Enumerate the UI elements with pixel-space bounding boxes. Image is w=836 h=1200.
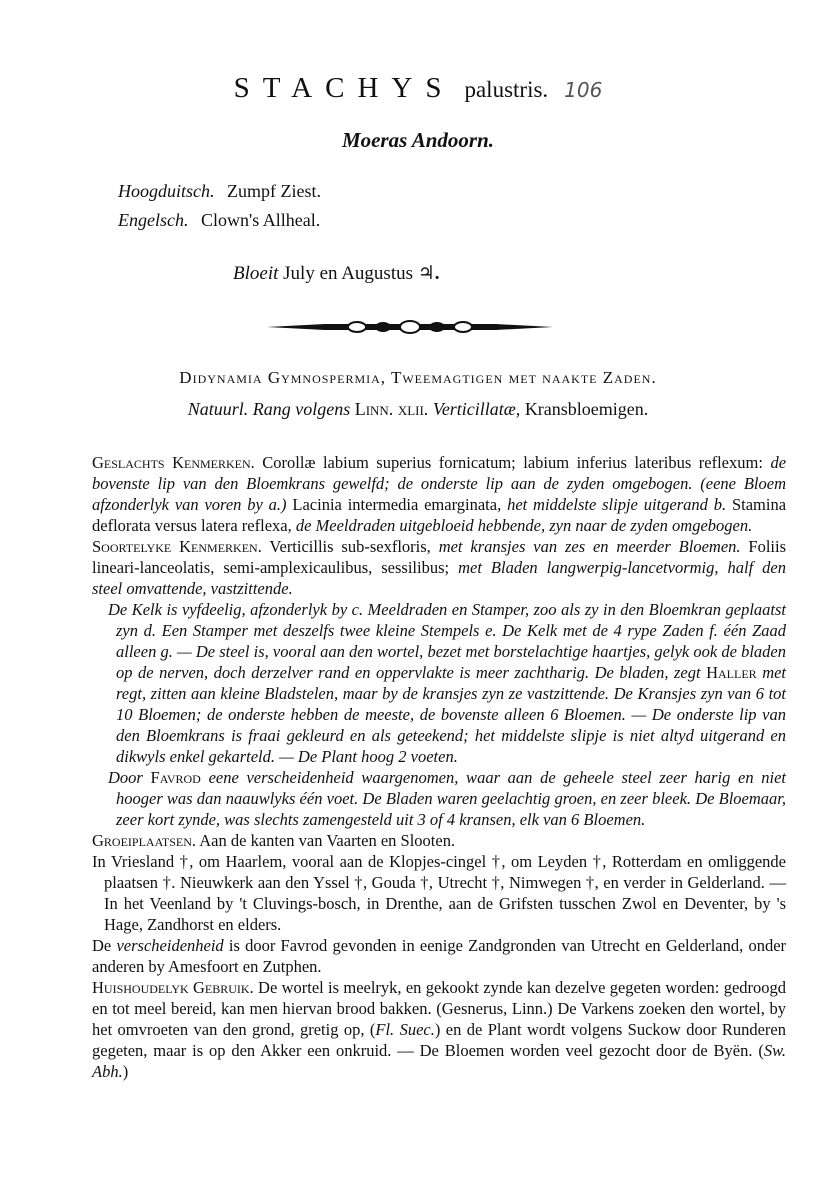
name-english bbox=[118, 206, 321, 235]
description-body bbox=[92, 452, 786, 1082]
lang-label: Hoogduitsch. bbox=[118, 181, 215, 201]
dutch-text: met regt, zitten aan kleine Bladstelen, maar by de kransjes zyn ze vastzittende. De Kransjes zyn van 6 tot 10 Bloemen; de onderste hebben de meeste, de bovenste alleen 6 Bloemen. — De onderste lip van den Bloemkrans is fraai gekleurd en als geteekend; het middelste slipje is niet altyd uitgerand en dikwyls enkel gekarteld. — De Plant hoog 2 voeten. bbox=[116, 663, 787, 766]
lang-label: Engelsch. bbox=[118, 210, 189, 230]
body-text: ) en de Plant wordt volgens Suckow door Runderen gegeten, maar is op den Akker een onkruid. — De Bloemen worden veel gezocht door de Byën. ( bbox=[92, 1020, 786, 1060]
dutch-text: met kransjes van zes en meerder Bloemen. bbox=[438, 537, 741, 556]
ornament-divider-icon bbox=[265, 318, 555, 336]
body-text: De wortel is meelryk, en gekookt zynde kan dezelve gegeten worden: gedroogd en tot meel bereid, kan men hiervan brood bakken. (Gesnerus, Linn.) De Varkens zoeken den wortel, by het omvroeten van den grond, gretig op, ( bbox=[92, 978, 787, 1039]
dutch-text: de Meeldraden uitgebloeid hebbende, zyn naar de zyden omgebogen. bbox=[295, 516, 753, 535]
italic-text: Fl. Suec. bbox=[375, 1020, 435, 1039]
latin-text: Lacinia intermedia emarginata, bbox=[292, 495, 502, 514]
rank-author: Linn. bbox=[354, 399, 394, 419]
paragraph-geslachts bbox=[92, 452, 786, 536]
dutch-text: De Kelk is vyfdeelig, afzonderlyk by c. Meeldraden en Stamper, zoo als zy in den Bloemkran geplaatst zyn d. Een Stamper met deszelfs twee kleine Stempels e. De Kelk met de 4 rype Zaden f. één Zaad alleen g. — De steel is, vooral aan den wortel, bezet met borstelachtige haartjes, gelyk ook de bladen op de nerven, doch derzelver rand en oppervlakte is meer zachtharig. De bladen, zegt bbox=[108, 600, 786, 682]
body-text: In Vriesland †, om Haarlem, vooral aan de Klopjes-cingel †, om Leyden †, Rotterdam en omliggende plaatsen †. Nieuwkerk aan den Yssel †, Gouda †, Utrecht †, Nimwegen †, en verder in Gelderland. — In het Veenland by 't Cluvings-bosch, in Drenthe, aan de Grifsten tusschen Zwol en Deventer, by 's Hage, Zandhorst en elders. bbox=[92, 852, 786, 934]
rank-prefix: Natuurl. Rang volgens bbox=[187, 399, 351, 419]
body-text: is door Favrod gevonden in eenige Zandgronden van Utrecht en Gelderland, onder anderen by Amesfoort en Zutphen. bbox=[92, 936, 787, 976]
italic-text: verscheidenheid bbox=[116, 936, 224, 955]
rank-number: xlii. bbox=[397, 399, 429, 419]
dutch-text: eene verscheidenheid waargenomen, waar aan de geheele steel zeer harig en niet hooger was dan naauwlyks één voet. De Bladen waren geelachtig groen, en zeer bleek. De Bloemaar, zeer kort zynde, was slechts zamengesteld uit 3 of 4 kransen, elk van 6 Bloemen. bbox=[116, 768, 787, 829]
classification-line: Didynamia Gymnospermia, Tweemagtigen met naakte Zaden. bbox=[179, 368, 657, 387]
paragraph-groeiplaatsen bbox=[92, 830, 786, 851]
paragraph-huishoudelyk bbox=[92, 977, 786, 1082]
natural-rank bbox=[0, 399, 836, 420]
latin-text: Stamina deflorata versus latera reflexa, bbox=[92, 495, 787, 535]
latin-text: Verticillis sub-sexfloris, bbox=[269, 537, 431, 556]
common-names bbox=[118, 177, 321, 235]
paragraph-kelk bbox=[92, 599, 786, 767]
dutch-text: met Bladen langwerpig-lancetvormig, half den steel omvattende, vastzittende. bbox=[92, 558, 786, 598]
name-value: Zumpf Ziest. bbox=[227, 181, 321, 201]
dutch-text: de bovenste lip van den Bloemkrans gewelfd; de onderste lip aan de zyden omgebogen. (eene Bloem afzonderlyk van voren by a.) bbox=[92, 453, 787, 514]
page-title bbox=[0, 72, 836, 105]
latin-text: Corollæ labium superius fornicatum; labium inferius lateribus reflexum: bbox=[262, 453, 763, 472]
dutch-text: Door bbox=[108, 768, 143, 787]
paragraph-locations bbox=[92, 851, 786, 935]
body-text: Aan de kanten van Vaarten en Slooten. bbox=[199, 831, 456, 850]
dutch-text: het middelste slipje uitgerand b. bbox=[507, 495, 727, 514]
latin-text: Foliis lineari-lanceolatis, semi-amplexicaulibus, sessilibus; bbox=[92, 537, 787, 577]
paragraph-favrod bbox=[92, 767, 786, 830]
section-head: Huishoudelyk Gebruik. bbox=[92, 978, 254, 997]
body-text: ) bbox=[122, 1062, 129, 1081]
perennial-symbol: ♃. bbox=[417, 263, 440, 284]
section-head: Groeiplaatsen. bbox=[92, 831, 197, 850]
rank-order: Verticillatæ, bbox=[432, 399, 521, 419]
handwritten-number: 106 bbox=[564, 78, 603, 102]
paragraph-soortelyke bbox=[92, 536, 786, 599]
bloom-label: Bloeit bbox=[233, 263, 279, 284]
rank-dutch: Kransbloemigen. bbox=[524, 399, 649, 419]
bloom-line bbox=[233, 262, 440, 285]
name-value: Clown's Allheal. bbox=[200, 210, 321, 230]
author-name: Favrod bbox=[150, 768, 201, 787]
section-head: Soortelyke Kenmerken. bbox=[92, 537, 262, 556]
genus-name: STACHYS bbox=[233, 72, 455, 104]
italic-text: Sw. Abh. bbox=[92, 1041, 786, 1081]
paragraph-variety bbox=[92, 935, 786, 977]
body-text: De bbox=[92, 936, 112, 955]
author-name: Haller bbox=[706, 663, 757, 682]
dutch-name: Moeras Andoorn. bbox=[341, 128, 495, 152]
species-name: palustris. bbox=[464, 77, 549, 102]
bloom-text: July en Augustus bbox=[283, 263, 413, 284]
name-german bbox=[118, 177, 321, 206]
section-head: Geslachts Kenmerken. bbox=[92, 453, 255, 472]
